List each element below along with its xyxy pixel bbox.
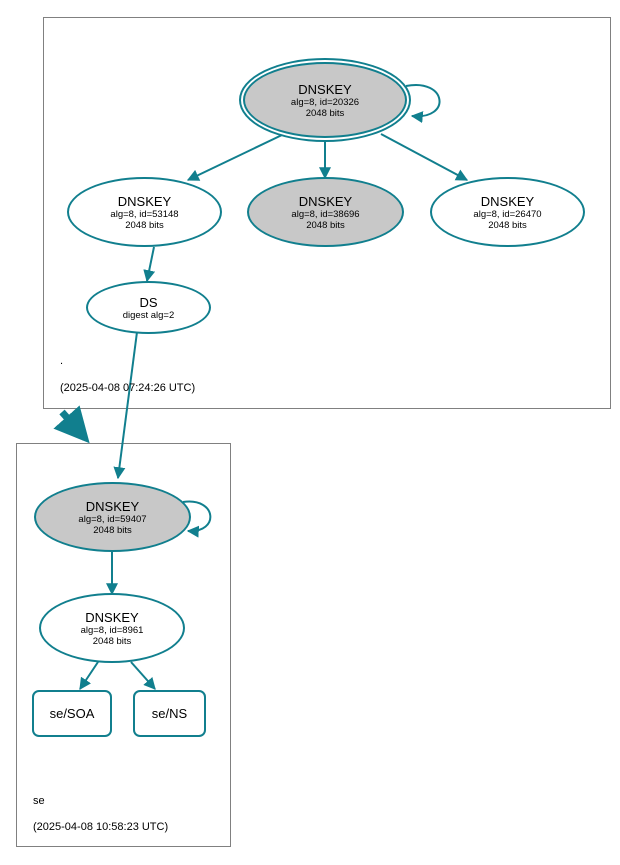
node-title: DNSKEY (298, 193, 353, 209)
zone-label-se: se (33, 795, 45, 807)
node-line3: 2048 bits (305, 107, 345, 119)
node-title: DNSKEY (298, 81, 352, 97)
node-title: DNSKEY (117, 193, 172, 209)
zone-timestamp-se: (2025-04-08 10:58:23 UTC) (33, 821, 169, 833)
zone-timestamp-root: (2025-04-08 07:24:26 UTC) (60, 382, 196, 394)
node-line2: alg=8, id=8961 (80, 624, 144, 636)
node-root-zsk-53148[interactable] (67, 177, 222, 247)
node-root-zsk-26470[interactable] (430, 177, 585, 247)
node-line2: alg=8, id=59407 (78, 513, 147, 525)
node-root-zsk-38696[interactable] (247, 177, 404, 247)
node-line3: 2048 bits (125, 219, 164, 231)
node-line2: alg=8, id=53148 (110, 208, 179, 220)
node-title: DS (139, 294, 158, 310)
node-line2: alg=8, id=20326 (290, 96, 360, 108)
node-line3: 2048 bits (488, 219, 527, 231)
node-title: DNSKEY (480, 193, 535, 209)
node-title: DNSKEY (85, 498, 140, 514)
node-title: se/NS (151, 706, 188, 721)
node-se-ns[interactable] (133, 690, 206, 737)
node-se-ksk-59407[interactable] (34, 482, 191, 552)
node-root-ksk-20326[interactable] (243, 62, 407, 138)
node-line3: 2048 bits (306, 219, 345, 231)
node-title: se/SOA (49, 706, 95, 721)
node-line2: alg=8, id=26470 (473, 208, 542, 220)
node-line3: 2048 bits (92, 635, 132, 647)
node-se-soa[interactable] (32, 690, 112, 737)
zone-label-root: . (60, 355, 64, 367)
node-line3: 2048 bits (93, 524, 132, 536)
node-line2: alg=8, id=38696 (291, 208, 360, 220)
node-line2: digest alg=2 (122, 309, 175, 321)
node-root-ds[interactable] (86, 281, 211, 334)
node-title: DNSKEY (85, 609, 139, 625)
node-se-zsk-8961[interactable] (39, 593, 185, 663)
